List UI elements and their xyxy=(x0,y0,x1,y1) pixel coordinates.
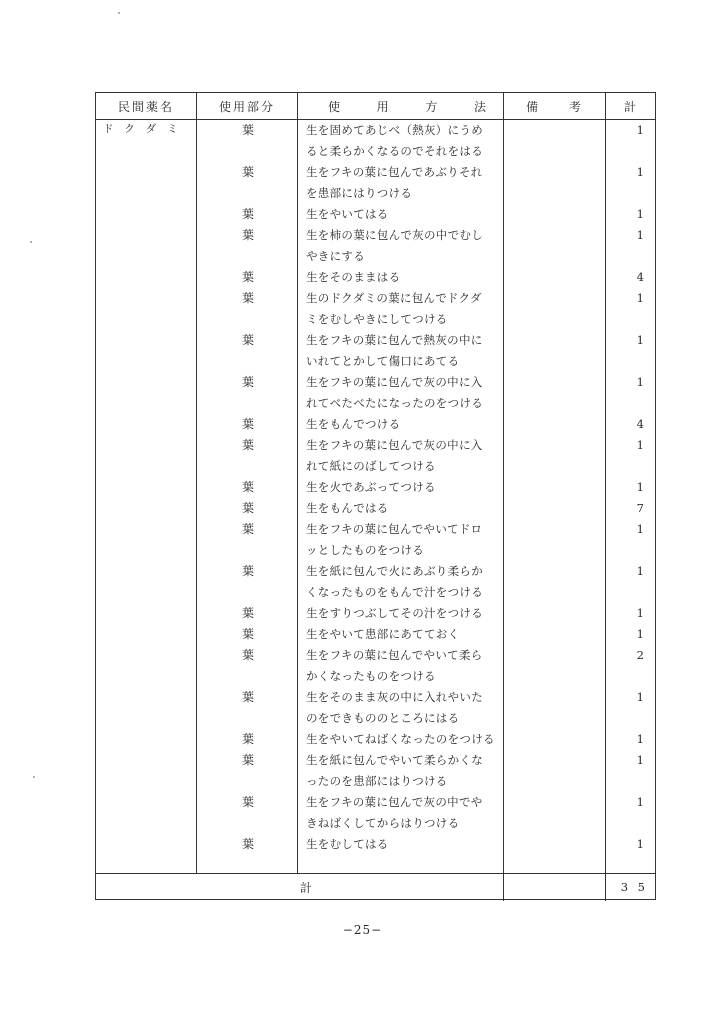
count-cell: 1 xyxy=(636,522,644,536)
used-part-cell: 葉 xyxy=(241,837,254,851)
count-cell: 1 xyxy=(636,291,644,305)
total-label: 計 xyxy=(299,880,312,895)
method-line: 生をむしてはる xyxy=(306,837,389,851)
table-row xyxy=(96,498,657,519)
count-cell: 1 xyxy=(636,627,644,641)
header-used-part-text: 使用部分 xyxy=(218,99,275,114)
used-part-cell: 葉 xyxy=(241,417,254,431)
method-line: 生をもんでつける xyxy=(306,417,401,431)
method-line: 生をフキの葉に包んで灰の中に入 xyxy=(306,375,483,389)
table-row xyxy=(96,120,657,162)
total-value: 3 5 xyxy=(620,880,648,894)
count-cell: 1 xyxy=(636,123,644,137)
used-part-cell: 葉 xyxy=(241,480,254,494)
count-cell: 1 xyxy=(636,606,644,620)
count-cell: 4 xyxy=(636,270,644,284)
page-number: −25− xyxy=(342,923,383,937)
method-line: 生を火であぶってつける xyxy=(306,480,436,494)
header-method-char: 使 xyxy=(328,99,343,114)
table-row xyxy=(96,435,657,477)
header-remarks xyxy=(504,93,605,119)
method-line: 生をフキの葉に包んでやいて柔ら xyxy=(306,648,483,662)
count-cell: 1 xyxy=(636,438,644,452)
used-part-cell: 葉 xyxy=(241,564,254,578)
table-row xyxy=(96,603,657,624)
method-line: 生のドクダミの葉に包んでドクダ xyxy=(306,291,482,305)
table-row xyxy=(96,372,657,414)
table-row xyxy=(96,729,657,750)
remedy-name-cell: ドクダミ xyxy=(103,123,189,135)
table-row xyxy=(96,792,657,834)
table-row xyxy=(96,624,657,645)
method-line: ッとしたものをつける xyxy=(306,543,424,557)
table-row xyxy=(96,288,657,330)
table-row xyxy=(96,477,657,498)
count-cell: 4 xyxy=(636,417,644,431)
method-line: きねばくしてからはりつける xyxy=(306,816,460,830)
header-remarks-char: 備 xyxy=(526,99,541,114)
method-line: 生をそのままはる xyxy=(306,270,401,284)
method-line: 生をもんではる xyxy=(306,501,389,515)
count-cell: 1 xyxy=(636,795,644,809)
header-remedy-name xyxy=(96,93,196,119)
method-line: 生をそのまま灰の中に入れやいた xyxy=(306,690,483,704)
count-cell: 1 xyxy=(636,207,644,221)
table-row xyxy=(96,267,657,288)
table-row xyxy=(96,330,657,372)
used-part-cell: 葉 xyxy=(241,522,254,536)
table-row xyxy=(96,687,657,729)
used-part-cell: 葉 xyxy=(241,123,254,137)
method-line: 生をやいて患部にあてておく xyxy=(306,627,460,641)
scan-speck xyxy=(33,776,35,778)
method-line: れてべたべたになったのをつける xyxy=(306,396,483,410)
method-line: 生をすりつぶしてその汁をつける xyxy=(306,606,483,620)
count-cell: 7 xyxy=(636,501,644,515)
method-line: ると柔らかくなるのでそれをはる xyxy=(306,144,483,158)
header-method xyxy=(318,93,498,119)
method-line: 生を固めてあじべ（熱灰）にうめ xyxy=(306,123,483,137)
count-cell: 1 xyxy=(636,165,644,179)
count-cell: 1 xyxy=(636,333,644,347)
count-cell: 1 xyxy=(636,837,644,851)
method-line: 生を柿の葉に包んで灰の中でむし xyxy=(306,228,483,242)
used-part-cell: 葉 xyxy=(241,795,254,809)
used-part-cell: 葉 xyxy=(241,165,254,179)
header-method-char: 法 xyxy=(473,99,488,114)
method-line: 生を紙に包んでやいて柔らかくな xyxy=(306,753,483,767)
method-line: ったのを患部にはりつける xyxy=(306,774,448,788)
method-line: 生を紙に包んで火にあぶり柔らか xyxy=(306,564,483,578)
header-count xyxy=(606,93,656,119)
count-cell: 1 xyxy=(636,480,644,494)
method-line: ミをむしやきにしてつける xyxy=(306,312,448,326)
count-cell: 1 xyxy=(636,690,644,704)
used-part-cell: 葉 xyxy=(241,753,254,767)
used-part-cell: 葉 xyxy=(241,270,254,284)
table-row xyxy=(96,204,657,225)
used-part-cell: 葉 xyxy=(241,207,254,221)
method-line: 生をフキの葉に包んで熱灰の中に xyxy=(306,333,483,347)
method-line: くなったものをもんで汁をつける xyxy=(306,585,483,599)
count-cell: 1 xyxy=(636,753,644,767)
used-part-cell: 葉 xyxy=(241,333,254,347)
method-line: 生をフキの葉に包んで灰の中に入 xyxy=(306,438,483,452)
table-row xyxy=(96,162,657,204)
header-method-char: 用 xyxy=(376,99,391,114)
used-part-cell: 葉 xyxy=(241,291,254,305)
remedy-table xyxy=(95,92,656,900)
table-row xyxy=(96,750,657,792)
header-remedy-name-text: 民間薬名 xyxy=(117,99,174,114)
method-line: 生をやいてはる xyxy=(306,207,389,221)
count-cell: 1 xyxy=(636,732,644,746)
count-cell: 2 xyxy=(636,648,644,662)
scan-speck xyxy=(118,12,120,14)
header-count-text: 計 xyxy=(623,99,638,114)
used-part-cell: 葉 xyxy=(241,606,254,620)
used-part-cell: 葉 xyxy=(241,690,254,704)
table-row xyxy=(96,519,657,561)
count-cell: 1 xyxy=(636,375,644,389)
count-cell: 1 xyxy=(636,564,644,578)
count-cell: 1 xyxy=(636,228,644,242)
method-line: 生をフキの葉に包んでやいてドロ xyxy=(306,522,483,536)
used-part-cell: 葉 xyxy=(241,438,254,452)
method-line: 生をフキの葉に包んであぶりそれ xyxy=(306,165,483,179)
used-part-cell: 葉 xyxy=(241,228,254,242)
table-row xyxy=(96,834,657,855)
table-row xyxy=(96,225,657,267)
header-method-char: 方 xyxy=(425,99,440,114)
used-part-cell: 葉 xyxy=(241,732,254,746)
used-part-cell: 葉 xyxy=(241,501,254,515)
method-line: のをできもののところにはる xyxy=(306,711,460,725)
used-part-cell: 葉 xyxy=(241,648,254,662)
header-remarks-char: 考 xyxy=(568,99,583,114)
table-row xyxy=(96,645,657,687)
method-line: れて紙にのばしてつける xyxy=(306,459,436,473)
table-row xyxy=(96,561,657,603)
method-line: かくなったものをつける xyxy=(306,669,436,683)
header-used-part xyxy=(197,93,297,119)
method-line: 生をフキの葉に包んで灰の中でや xyxy=(306,795,483,809)
method-line: やきにする xyxy=(306,249,365,263)
method-line: いれてとかして傷口にあてる xyxy=(306,354,460,368)
used-part-cell: 葉 xyxy=(241,627,254,641)
method-line: 生をやいてねばくなったのをつける xyxy=(306,732,495,746)
scan-speck xyxy=(30,241,32,243)
table-row xyxy=(96,414,657,435)
method-line: を患部にはりつける xyxy=(306,186,413,200)
used-part-cell: 葉 xyxy=(241,375,254,389)
